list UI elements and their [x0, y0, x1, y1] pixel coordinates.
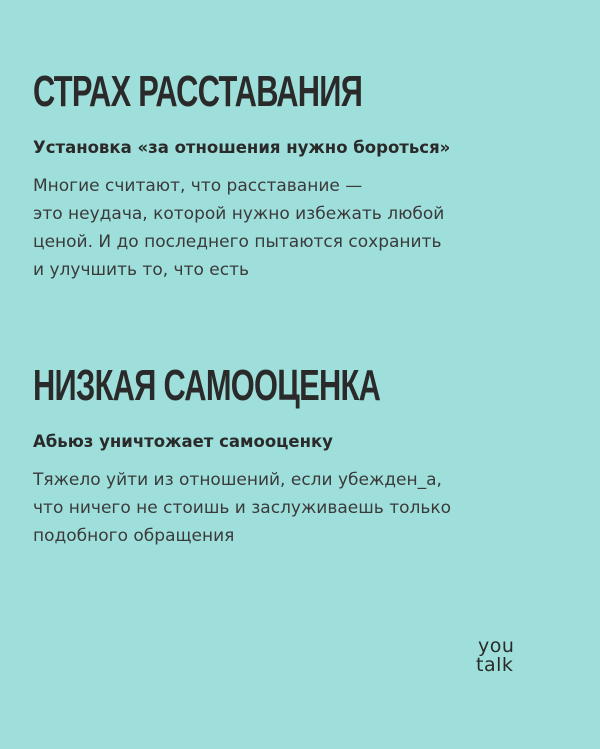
body-line: это неудача, которой нужно избежать любой — [33, 204, 445, 224]
section-heading: СТРАХ РАССТАВАНИЯ — [33, 67, 363, 116]
body-line: ценой. И до последнего пытаются сохранить — [33, 232, 442, 252]
logo-line-talk: talk — [476, 654, 514, 676]
section-breakup-fear — [33, 68, 573, 284]
section-subheading: Установка «за отношения нужно бороться» — [33, 138, 451, 157]
section-heading: НИЗКАЯ САМООЦЕНКА — [33, 361, 381, 410]
section-body — [33, 466, 573, 550]
section-body — [33, 172, 573, 284]
body-line: подобного обращения — [33, 526, 235, 546]
section-low-self-esteem — [33, 362, 573, 550]
section-subheading: Абьюз уничтожает самооценку — [33, 432, 333, 451]
body-line: Многие считают, что расставание — — [33, 176, 363, 196]
body-line: Тяжело уйти из отношений, если убежден_а, — [33, 470, 442, 490]
body-line: что ничего не стоишь и заслуживаешь только — [33, 498, 452, 518]
youtalk-logo — [470, 636, 540, 682]
logo-line-you: you — [478, 635, 515, 657]
body-line: и улучшить то, что есть — [33, 260, 250, 280]
